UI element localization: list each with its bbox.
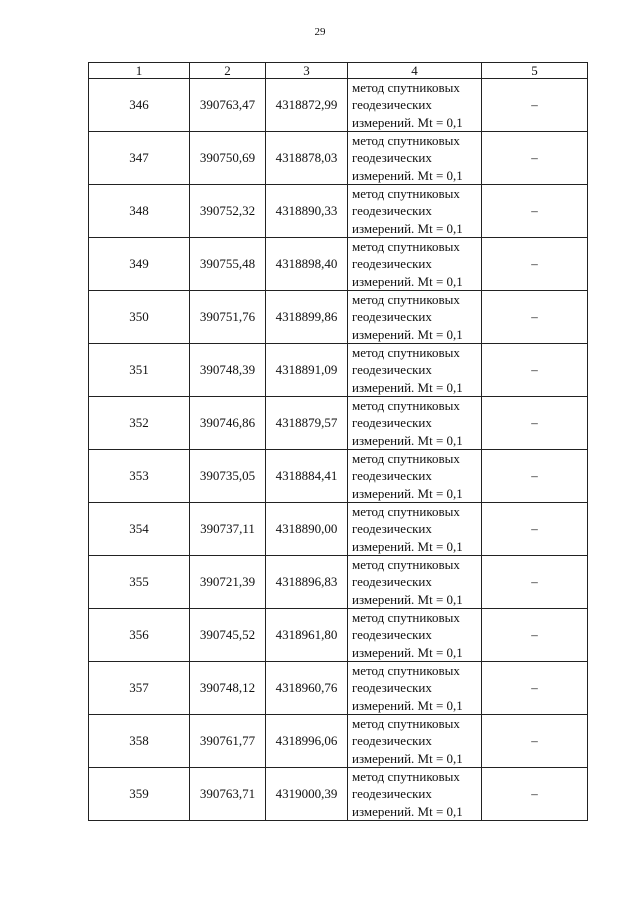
note-cell [482, 768, 588, 821]
point-number-cell [89, 715, 190, 768]
note-cell-text: – [531, 256, 538, 271]
note-cell-text: – [531, 627, 538, 642]
note-cell-text: – [531, 362, 538, 377]
x-coordinate-cell [190, 715, 266, 768]
method-cell [348, 556, 482, 609]
x-coordinate-cell [190, 185, 266, 238]
method-cell [348, 768, 482, 821]
x-coordinate-cell [190, 79, 266, 132]
method-cell-text: метод спутниковых геодезических измерений. Mt = 0,1 [352, 504, 463, 554]
x-coordinate-cell [190, 132, 266, 185]
y-coordinate-cell-text: 4318896,83 [275, 574, 338, 589]
table-row [89, 450, 588, 503]
point-number-cell-text: 347 [129, 150, 149, 165]
point-number-cell-text: 350 [129, 309, 149, 324]
y-coordinate-cell [266, 662, 348, 715]
y-coordinate-cell [266, 768, 348, 821]
header-col-4: 4 [348, 63, 482, 79]
note-cell-text: – [531, 733, 538, 748]
x-coordinate-cell-text: 390755,48 [199, 256, 256, 271]
y-coordinate-cell-text: 4318872,99 [275, 97, 338, 112]
point-number-cell-text: 359 [129, 786, 149, 801]
y-coordinate-cell-text: 4318878,03 [275, 150, 338, 165]
method-cell [348, 291, 482, 344]
y-coordinate-cell [266, 344, 348, 397]
x-coordinate-cell [190, 768, 266, 821]
x-coordinate-cell [190, 609, 266, 662]
method-cell [348, 450, 482, 503]
point-number-cell-text: 354 [129, 521, 149, 536]
x-coordinate-cell-text: 390735,05 [199, 468, 256, 483]
method-cell-text: метод спутниковых геодезических измерений. Mt = 0,1 [352, 398, 463, 448]
method-cell-text: метод спутниковых геодезических измерений. Mt = 0,1 [352, 239, 463, 289]
table-row [89, 397, 588, 450]
coordinates-table [88, 62, 588, 821]
x-coordinate-cell [190, 662, 266, 715]
note-cell [482, 662, 588, 715]
point-number-cell [89, 662, 190, 715]
y-coordinate-cell-text: 4318891,09 [275, 362, 338, 377]
note-cell [482, 450, 588, 503]
x-coordinate-cell [190, 291, 266, 344]
x-coordinate-cell-text: 390763,71 [199, 786, 256, 801]
method-cell [348, 185, 482, 238]
y-coordinate-cell-text: 4318898,40 [275, 256, 338, 271]
x-coordinate-cell-text: 390751,76 [199, 309, 256, 324]
x-coordinate-cell [190, 397, 266, 450]
point-number-cell [89, 503, 190, 556]
method-cell-text: метод спутниковых геодезических измерений. Mt = 0,1 [352, 557, 463, 607]
x-coordinate-cell-text: 390745,52 [199, 627, 256, 642]
y-coordinate-cell [266, 132, 348, 185]
y-coordinate-cell-text: 4318884,41 [275, 468, 338, 483]
note-cell [482, 715, 588, 768]
note-cell-text: – [531, 680, 538, 695]
note-cell-text: – [531, 468, 538, 483]
method-cell [348, 132, 482, 185]
x-coordinate-cell [190, 238, 266, 291]
table-body [89, 79, 588, 821]
header-col-1: 1 [89, 63, 190, 79]
point-number-cell-text: 358 [129, 733, 149, 748]
x-coordinate-cell-text: 390763,47 [199, 97, 256, 112]
y-coordinate-cell-text: 4319000,39 [275, 786, 338, 801]
x-coordinate-cell-text: 390752,32 [199, 203, 256, 218]
y-coordinate-cell-text: 4318890,33 [275, 203, 338, 218]
note-cell [482, 291, 588, 344]
x-coordinate-cell-text: 390737,11 [200, 521, 255, 536]
note-cell-text: – [531, 309, 538, 324]
method-cell [348, 609, 482, 662]
note-cell-text: – [531, 415, 538, 430]
y-coordinate-cell [266, 291, 348, 344]
note-cell-text: – [531, 150, 538, 165]
table-row [89, 79, 588, 132]
table-row [89, 556, 588, 609]
method-cell [348, 715, 482, 768]
y-coordinate-cell [266, 450, 348, 503]
note-cell-text: – [531, 521, 538, 536]
table-row [89, 185, 588, 238]
note-cell [482, 238, 588, 291]
method-cell [348, 344, 482, 397]
x-coordinate-cell-text: 390748,39 [199, 362, 256, 377]
point-number-cell [89, 450, 190, 503]
y-coordinate-cell-text: 4318879,57 [275, 415, 338, 430]
y-coordinate-cell-text: 4318960,76 [275, 680, 338, 695]
method-cell [348, 662, 482, 715]
note-cell-text: – [531, 786, 538, 801]
table-row [89, 132, 588, 185]
y-coordinate-cell-text: 4318899,86 [275, 309, 338, 324]
y-coordinate-cell [266, 556, 348, 609]
method-cell-text: метод спутниковых геодезических измерений. Mt = 0,1 [352, 451, 463, 501]
method-cell-text: метод спутниковых геодезических измерений. Mt = 0,1 [352, 133, 463, 183]
x-coordinate-cell-text: 390721,39 [199, 574, 256, 589]
table-row [89, 715, 588, 768]
point-number-cell [89, 185, 190, 238]
method-cell-text: метод спутниковых геодезических измерений. Mt = 0,1 [352, 80, 463, 130]
y-coordinate-cell [266, 397, 348, 450]
table-row [89, 344, 588, 397]
x-coordinate-cell [190, 450, 266, 503]
note-cell [482, 556, 588, 609]
y-coordinate-cell [266, 609, 348, 662]
y-coordinate-cell [266, 715, 348, 768]
point-number-cell [89, 609, 190, 662]
y-coordinate-cell [266, 185, 348, 238]
y-coordinate-cell [266, 238, 348, 291]
point-number-cell [89, 344, 190, 397]
point-number-cell [89, 291, 190, 344]
x-coordinate-cell-text: 390746,86 [199, 415, 256, 430]
note-cell [482, 344, 588, 397]
table-row [89, 768, 588, 821]
x-coordinate-cell-text: 390761,77 [199, 733, 256, 748]
page-number: 29 [314, 26, 326, 38]
note-cell [482, 132, 588, 185]
point-number-cell-text: 353 [129, 468, 149, 483]
note-cell-text: – [531, 574, 538, 589]
table-row [89, 609, 588, 662]
point-number-cell [89, 768, 190, 821]
point-number-cell [89, 238, 190, 291]
point-number-cell [89, 397, 190, 450]
method-cell-text: метод спутниковых геодезических измерений. Mt = 0,1 [352, 716, 463, 766]
table-row [89, 662, 588, 715]
method-cell-text: метод спутниковых геодезических измерений. Mt = 0,1 [352, 769, 463, 819]
point-number-cell-text: 357 [129, 680, 149, 695]
table-row [89, 503, 588, 556]
method-cell-text: метод спутниковых геодезических измерений. Mt = 0,1 [352, 292, 463, 342]
table-row [89, 291, 588, 344]
note-cell [482, 503, 588, 556]
point-number-cell [89, 132, 190, 185]
y-coordinate-cell-text: 4318996,06 [275, 733, 338, 748]
x-coordinate-cell [190, 556, 266, 609]
y-coordinate-cell [266, 503, 348, 556]
method-cell-text: метод спутниковых геодезических измерений. Mt = 0,1 [352, 663, 463, 713]
table-header [89, 63, 588, 79]
header-col-2: 2 [190, 63, 266, 79]
method-cell-text: метод спутниковых геодезических измерений. Mt = 0,1 [352, 345, 463, 395]
note-cell [482, 609, 588, 662]
point-number-cell-text: 356 [129, 627, 149, 642]
y-coordinate-cell [266, 79, 348, 132]
header-col-5: 5 [482, 63, 588, 79]
x-coordinate-cell [190, 344, 266, 397]
method-cell [348, 397, 482, 450]
method-cell-text: метод спутниковых геодезических измерений. Mt = 0,1 [352, 610, 463, 660]
x-coordinate-cell-text: 390748,12 [199, 680, 256, 695]
note-cell-text: – [531, 97, 538, 112]
point-number-cell-text: 352 [129, 415, 149, 430]
point-number-cell-text: 346 [129, 97, 149, 112]
note-cell [482, 185, 588, 238]
note-cell [482, 79, 588, 132]
point-number-cell-text: 349 [129, 256, 149, 271]
header-col-3: 3 [266, 63, 348, 79]
method-cell-text: метод спутниковых геодезических измерений. Mt = 0,1 [352, 186, 463, 236]
method-cell [348, 503, 482, 556]
point-number-cell-text: 348 [129, 203, 149, 218]
point-number-cell [89, 556, 190, 609]
x-coordinate-cell [190, 503, 266, 556]
y-coordinate-cell-text: 4318961,80 [275, 627, 338, 642]
note-cell [482, 397, 588, 450]
point-number-cell [89, 79, 190, 132]
header-row [89, 63, 588, 79]
method-cell [348, 79, 482, 132]
y-coordinate-cell-text: 4318890,00 [275, 521, 338, 536]
method-cell [348, 238, 482, 291]
table-row [89, 238, 588, 291]
point-number-cell-text: 351 [129, 362, 149, 377]
x-coordinate-cell-text: 390750,69 [199, 150, 256, 165]
note-cell-text: – [531, 203, 538, 218]
point-number-cell-text: 355 [129, 574, 149, 589]
